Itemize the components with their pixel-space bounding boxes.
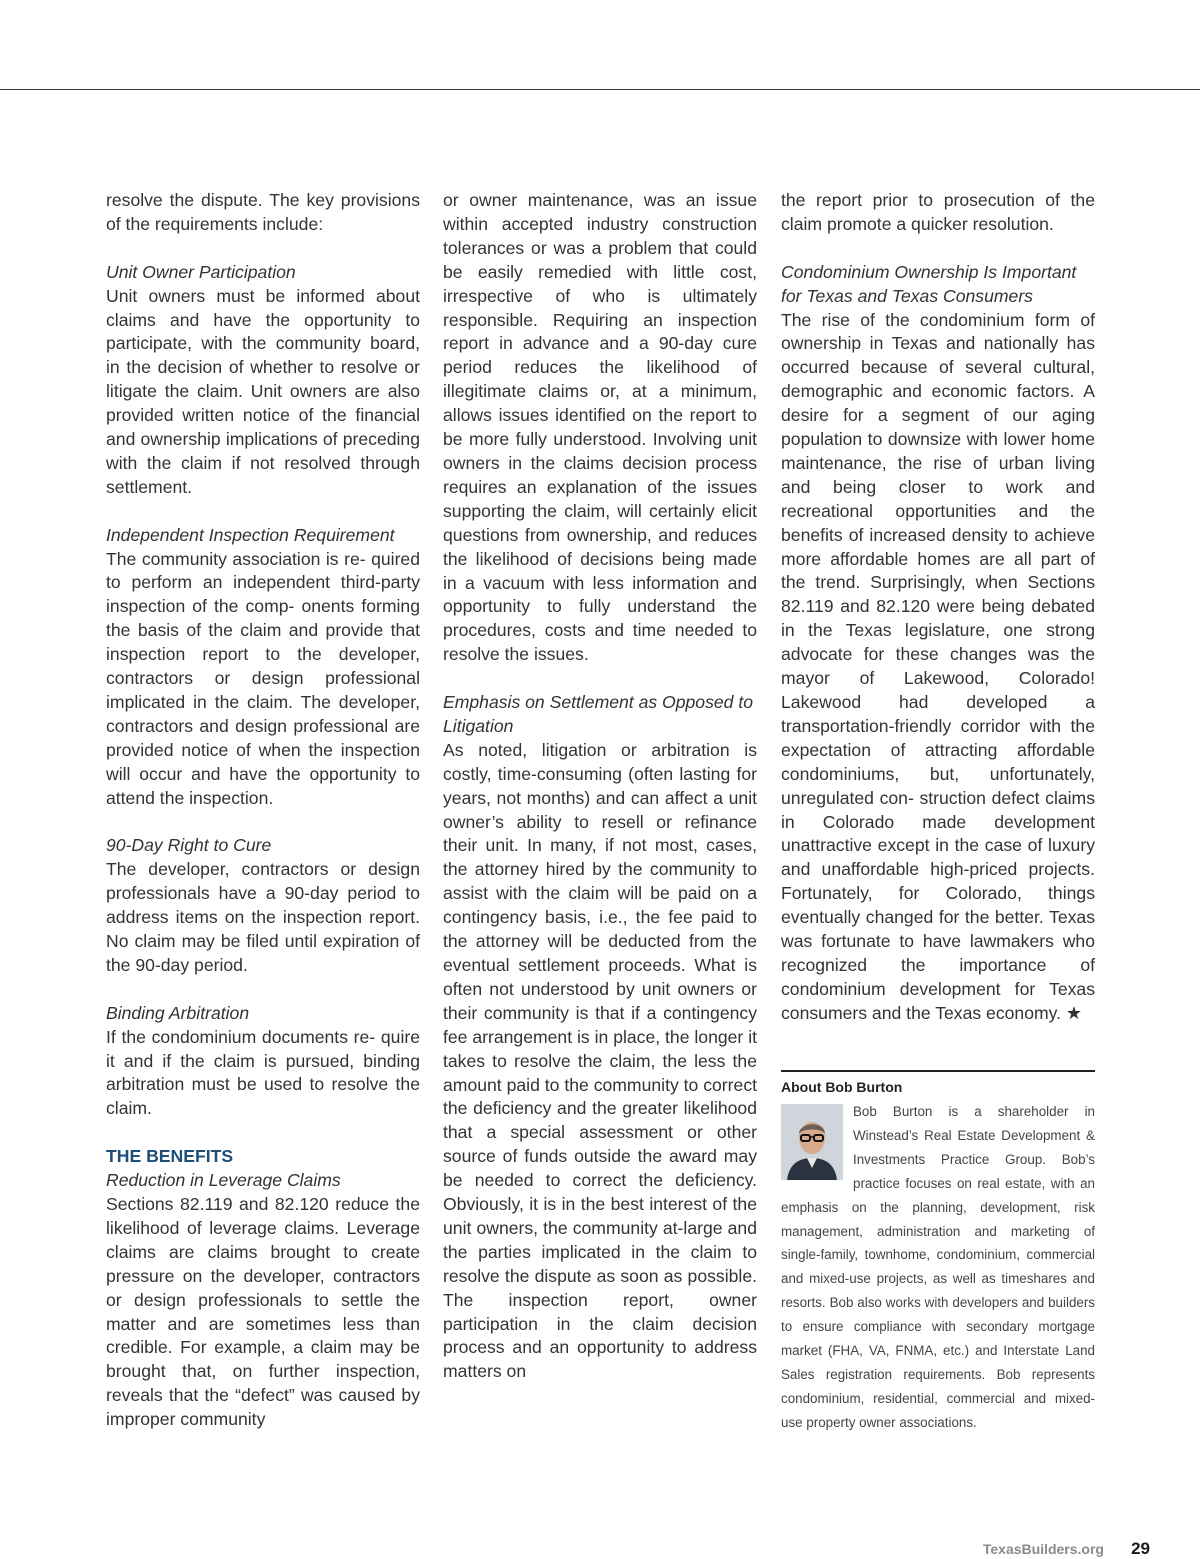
paragraph-text: Unit owners must be informed about claims and have the opportunity to participate, with the community board, in the decision of whether to resolve or litigate the claim. Unit owners are also provided written notice of the financial and ownership implications of preceding with the claim if not resolved through settlement.: [106, 285, 420, 497]
subheading: [106, 1002, 420, 1026]
paragraph-text: or owner maintenance, was an issue within accepted industry construction tolerances or was a problem that could be easily remedied with little cost, irrespective of who is ultimately responsible. Requiring an inspection report in advance and a 90-day cure period reduces the likelihood of illegitimate claims or, at a minimum, allows issues identified on the report to be more fully understood. Involving unit owners in the claims decision process requires an explanation of the issues supporting the claim, will certainly elicit questions from ownership, and reduces the likelihood of decisions being made in a vacuum with less information and opportunity to fully understand the procedures, costs and time needed to resolve the issues.: [443, 190, 757, 665]
paragraph-text: resolve the dispute. The key provisions of the requirements include:: [106, 190, 420, 234]
footer-site: TexasBuilders.org: [982, 1541, 1104, 1557]
subheading: [443, 691, 757, 739]
paragraph: [106, 285, 420, 500]
paragraph-text: The developer, contractors or design professionals have a 90-day period to address items on the inspection report. No claim may be filed until expiration of the 90-day period.: [106, 859, 420, 975]
paragraph-text: Unit Owner Participation: [106, 261, 296, 282]
top-rule: [0, 89, 1200, 90]
paragraph-text: Independent Inspection Requirement: [106, 524, 395, 545]
paragraph: [106, 189, 420, 237]
subheading: [106, 524, 420, 548]
paragraph-text: Condominium Ownership Is Important for Texas and Texas Consumers: [781, 261, 1077, 306]
paragraph: [781, 309, 1095, 1026]
paragraph-gap: [106, 1121, 420, 1145]
bio-heading: About Bob Burton: [781, 1079, 903, 1095]
paragraph-gap: [106, 237, 420, 261]
paragraph-gap: [443, 667, 757, 691]
bio-text: Bob Burton is a shareholder in Winstead’s Real Estate Development & Investments Practice Group. Bob’s practice focuses on real estate, with an emphasis on the planning, development, risk management, administration and marketing of single-family, townhome, condominium, commercial and mixed-use projects, as well as timeshares and resorts. Bob also works with developers and builders to ensure compliance with secondary mortgage market (FHA, VA, FNMA, etc.) and Interstate Land Sales registration requirements. Bob represents condominium, residential, commercial and mixed-use property owner associations.: [781, 1104, 1095, 1430]
paragraph-text: Binding Arbitration: [106, 1002, 250, 1023]
paragraph-text: As noted, litigation or arbitration is costly, time-consuming (often lasting for years, not months) and can affect a unit owner’s ability to resell or refinance their unit. In many, if not most, cases, the attorney hired by the community to assist with the claim will be paid on a contingency basis, i.e., the fee paid to the attorney will be deducted from the eventual settlement proceeds. What is often not understood by unit owners or their community is that if a contingency fee arrangement is in place, the longer it takes to resolve the claim, the less the amount paid to the community to correct the deficiency and the greater likelihood that a special assessment or other source of funds outside the award may be needed to correct the deficiency. Obviously, it is in the best interest of the unit owners, the community at-large and the parties implicated in the claim to resolve the dispute as soon as possible. The inspection report, owner participation in the claim decision process and an opportunity to address matters on: [443, 739, 757, 1382]
paragraph-text: 90-Day Right to Cure: [106, 835, 272, 856]
column-1: [106, 189, 420, 1432]
paragraph-gap: [781, 237, 1095, 261]
section-heading: [106, 1145, 420, 1169]
paragraph-gap: [106, 978, 420, 1002]
column-2: [443, 189, 757, 1384]
paragraph-text: Emphasis on Settlement as Opposed to Litigation: [443, 692, 754, 736]
paragraph-gap: [106, 500, 420, 524]
column-3: [781, 189, 1095, 1026]
paragraph: [106, 1026, 420, 1122]
paragraph-text: If the condominium documents re- quire it and if the claim is pursued, binding arbitration must be used to resolve the claim.: [106, 1026, 420, 1119]
paragraph-text: the report prior to prosecution of the claim promote a quicker resolution.: [781, 190, 1095, 234]
paragraph: [443, 739, 757, 1384]
paragraph-text: Reduction in Leverage Claims: [106, 1170, 341, 1191]
subheading: [781, 261, 1095, 309]
subheading: [106, 1169, 420, 1193]
subheading: [106, 261, 420, 285]
author-bio: [781, 1070, 1095, 1435]
paragraph: [443, 189, 757, 667]
end-star-icon: ★: [1065, 1002, 1083, 1023]
paragraph: [106, 548, 420, 811]
paragraph: [106, 1193, 420, 1432]
author-photo: [781, 1104, 843, 1180]
paragraph-text: The rise of the condominium form of ownership in Texas and nationally has occurred because of several cultural, demographic and economic factors. A desire for a segment of our aging population to downsize with lower home maintenance, the rise of urban living and being closer to work and recreational opportunities and the benefits of increased density to achieve more affordable homes are all part of the trend. Surprisingly, when Sections 82.119 and 82.120 were being debated in the Texas legislature, one strong advocate for these changes was the mayor of Lakewood, Colorado! Lakewood had developed a transportation-friendly corridor with the expectation of attracting affordable condominiums, but, unfortunately, unregulated con- struction defect claims in Colorado made development unattractive except in the case of luxury and unaffordable high-priced projects. Fortunately, for Colorado, things eventually changed for the better. Texas was fortunate to have lawmakers who recognized the importance of condominium development for Texas consumers and the Texas economy.: [781, 309, 1095, 1023]
page-number: 29: [1131, 1539, 1150, 1558]
paragraph-text: Sections 82.119 and 82.120 reduce the likelihood of leverage claims. Leverage claims are claims brought to create pressure on the developer, contractors or design professionals to settle the matter and are sometimes less than credible. For example, a claim may be brought that, on further inspection, reveals that the “defect” was caused by improper community: [106, 1193, 420, 1430]
paragraph: [781, 189, 1095, 237]
paragraph: [106, 858, 420, 978]
paragraph-text: The community association is re- quired to perform an independent third-party inspection of the comp- onents forming the basis of the claim and provide that inspection report to the developer, contractors or design professional implicated in the claim. The developer, contractors and design professional are provided notice of when the inspection will occur and have the opportunity to attend the inspection.: [106, 548, 420, 808]
subheading: [106, 834, 420, 858]
paragraph-gap: [106, 811, 420, 835]
paragraph-text: THE BENEFITS: [106, 1146, 234, 1167]
